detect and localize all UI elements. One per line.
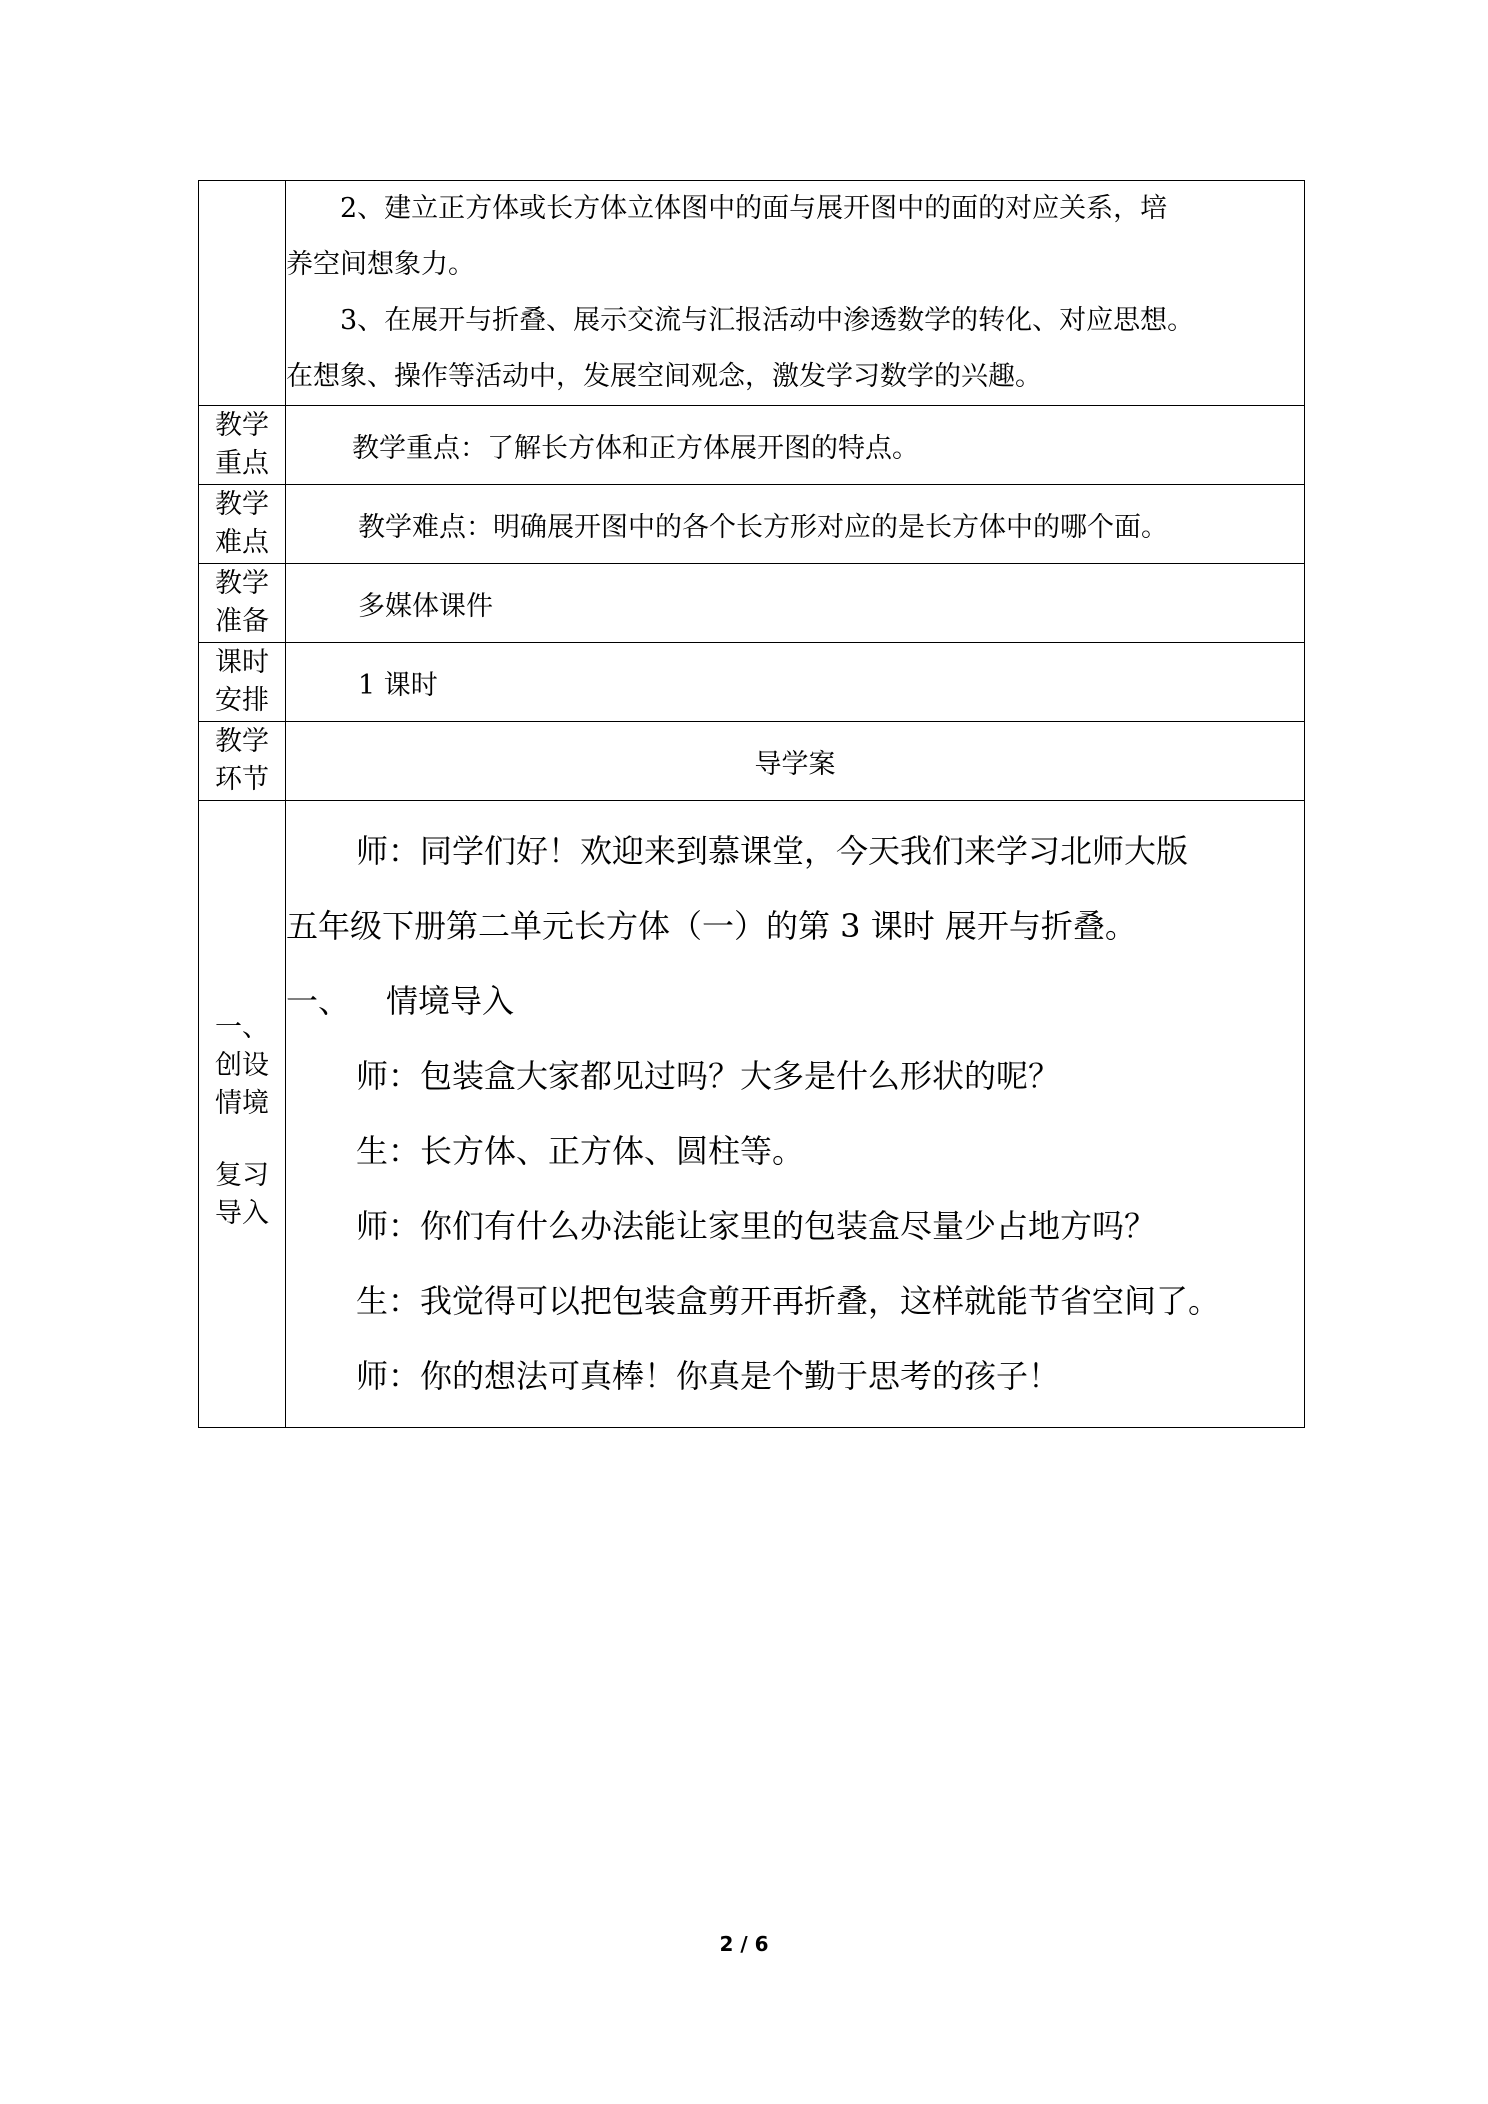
objective-2-line-1: 2、建立正方体或长方体立体图中的面与展开图中的面的对应关系，培	[340, 193, 1168, 224]
dialogue-line: 师：你的想法可真棒！你真是个勤于思考的孩子！	[356, 1357, 1061, 1395]
objectives-row	[199, 181, 1305, 406]
dialogue-line: 生：长方体、正方体、圆柱等。	[356, 1132, 805, 1170]
dialogue-line: 师：包装盒大家都见过吗？大多是什么形状的呢？	[356, 1057, 1061, 1095]
difficulties-content: 教学难点：明确展开图中的各个长方形对应的是长方体中的哪个面。	[286, 485, 1305, 564]
stage-header-row	[199, 722, 1305, 801]
key-points-row	[199, 406, 1305, 485]
section-content	[286, 801, 1305, 1428]
lesson-plan-table	[198, 180, 1305, 1428]
schedule-row	[199, 643, 1305, 722]
objective-3-line-2: 在想象、操作等活动中，发展空间观念，激发学习数学的兴趣。	[286, 361, 1042, 392]
stage-label: 教学 环节	[199, 722, 286, 801]
section-label: 一、 创设 情境 复习 导入	[215, 1012, 269, 1229]
preparation-row	[199, 564, 1305, 643]
dialogue-line: 师：同学们好！欢迎来到慕课堂，今天我们来学习北师大版	[356, 832, 1189, 870]
objectives-cell	[286, 181, 1305, 406]
key-points-content: 教学重点：了解长方体和正方体展开图的特点。	[286, 406, 1305, 485]
preparation-content: 多媒体课件	[286, 564, 1305, 643]
page-number: 2 / 6	[719, 1932, 769, 1956]
schedule-content: 1 课时	[286, 643, 1305, 722]
schedule-label: 课时 安排	[199, 643, 286, 722]
dialogue-line: 生：我觉得可以把包装盒剪开再折叠，这样就能节省空间了。	[356, 1282, 1221, 1320]
guide-heading: 导学案	[286, 722, 1305, 801]
dialogue-line: 五年级下册第二单元长方体（一）的第 3 课时 展开与折叠。	[286, 907, 1137, 945]
objectives-label-cell	[199, 181, 286, 406]
section-label-cell	[199, 801, 286, 1428]
objective-3-line-1: 3、在展开与折叠、展示交流与汇报活动中渗透数学的转化、对应思想。	[340, 305, 1195, 336]
preparation-label: 教学 准备	[199, 564, 286, 643]
difficulties-label: 教学 难点	[199, 485, 286, 564]
intro-section-row	[199, 801, 1305, 1428]
objective-2-line-2: 养空间想象力。	[286, 249, 475, 280]
dialogue-line: 师：你们有什么办法能让家里的包装盒尽量少占地方吗？	[356, 1207, 1157, 1245]
subsection-heading: 一、 情境导入	[286, 982, 515, 1020]
difficulties-row	[199, 485, 1305, 564]
key-points-label: 教学 重点	[199, 406, 286, 485]
